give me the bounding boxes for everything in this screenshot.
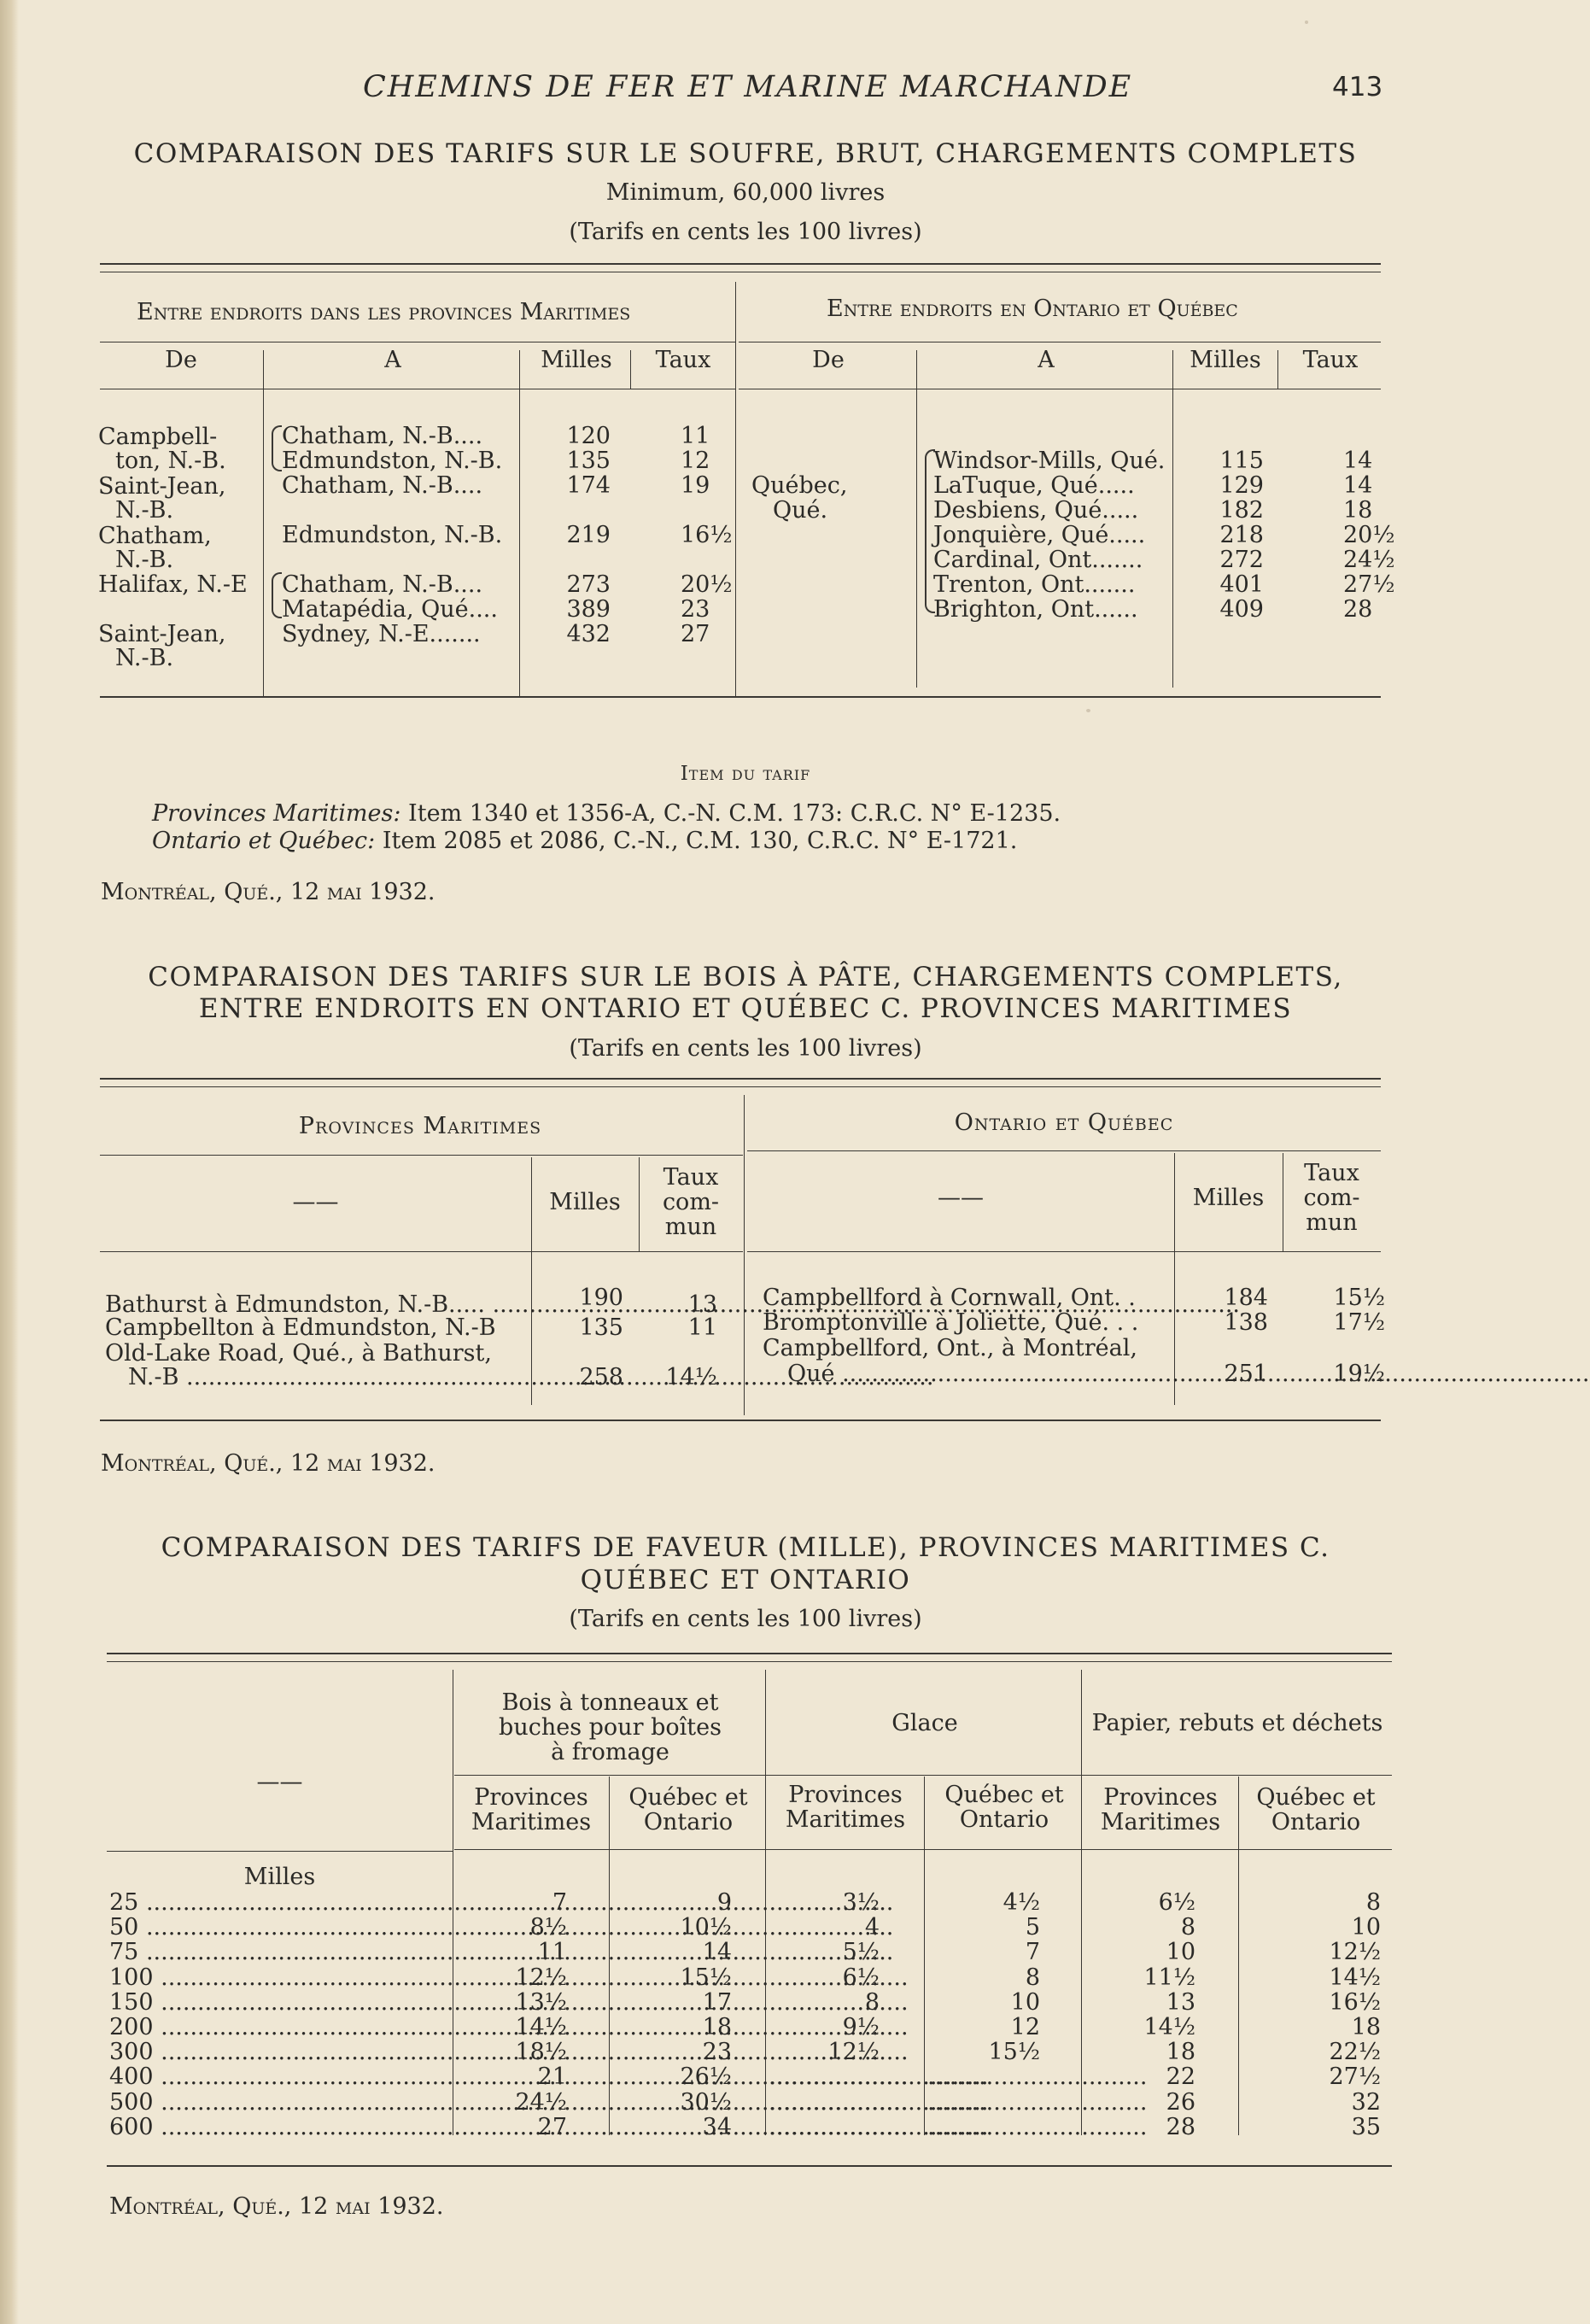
t2-right-route-cont: Qué ..... [787, 1361, 1171, 1386]
t3-rate-value: 15½ [988, 2039, 1040, 2065]
t1-vline-3 [630, 350, 631, 389]
t3-milles-value: 50 ..... [109, 1915, 449, 1940]
t1-right-from: Qué. [773, 497, 828, 524]
table2-bottom-rule [100, 1420, 1381, 1421]
t1-left-milles: 389 [566, 596, 611, 623]
t2-right-dash-header: —— [938, 1185, 984, 1211]
t1-item-line-1-label: Provinces Maritimes: [152, 800, 401, 827]
t3-rate-value: 8½ [529, 1914, 567, 1941]
table1-title: COMPARAISON DES TARIFS SUR LE SOUFRE, BRUT, CHARGEMENTS COMPLETS [133, 138, 1358, 169]
t1-right-taux: 24½ [1343, 547, 1395, 573]
t1-left-dest: Chatham, N.-B.... [282, 423, 483, 449]
t3-rate-value: 7 [1025, 1939, 1040, 1965]
t1-left-taux: 27 [681, 621, 710, 647]
t3-sub-pm: Maritimes [785, 1806, 906, 1833]
t3-milles-value: 100 ..... [109, 1965, 449, 1990]
table1-left-group-header: Entre endroits dans les provinces Maritimes [137, 299, 631, 325]
t1-left-col-taux: Taux [655, 347, 711, 373]
t3-rate-value: 22½ [1329, 2039, 1381, 2065]
t3-milles-value: 75 ..... [109, 1940, 449, 1964]
t3-sub-qo: Québec et [1256, 1784, 1376, 1811]
t1-vline-6 [1277, 350, 1278, 389]
t3-group-paper-header: Papier, rebuts et déchets [1091, 1710, 1383, 1736]
t2-left-col-taux: mun [664, 1214, 717, 1240]
t3-rate-value: 15½ [680, 1964, 732, 1991]
t2-right-milles: 138 [1224, 1309, 1268, 1336]
t2-left-taux: 13 [687, 1291, 717, 1318]
t1-right-dest: Brighton, Ont...... [933, 596, 1138, 623]
t3-rate-value: 16½ [1329, 1989, 1381, 2016]
t1-left-dest: Edmundston, N.-B. [282, 448, 503, 474]
t3-rate-value: 18½ [515, 2039, 567, 2065]
t3-group-wood-header: buches pour boîtes [499, 1714, 722, 1741]
t3-empty-leader: .............................. [769, 2089, 989, 2116]
t1-left-dest: Edmundston, N.-B. [282, 522, 503, 548]
table2-left-group-rule [100, 1155, 743, 1156]
t1-left-taux: 11 [681, 423, 710, 449]
t1-left-milles: 219 [566, 522, 611, 548]
table2-title-line-2: ENTRE ENDROITS EN ONTARIO ET QUÉBEC C. PROVINCES MARITIMES [198, 993, 1293, 1024]
t3-rate-value: 32 [1351, 2089, 1381, 2116]
table2-subtitle: (Tarifs en cents les 100 livres) [569, 1035, 922, 1062]
t3-milles-value: 500 ..... [109, 2090, 449, 2115]
t3-milles-value: 25 ..... [109, 1890, 449, 1915]
table3-bottom-rule [107, 2165, 1392, 2167]
t1-vline-1 [263, 350, 264, 696]
table3-top-rule [107, 1653, 1392, 1654]
t2-right-milles: 251 [1224, 1361, 1268, 1387]
t1-left-taux: 20½ [681, 571, 733, 598]
t1-right-col-a: A [1038, 347, 1055, 373]
t2-left-route: Campbellton à Edmundston, N.-B [105, 1314, 496, 1341]
t1-left-taux: 12 [681, 448, 710, 474]
t1-left-col-de: De [165, 347, 197, 373]
table2-left-group-header: Provinces Maritimes [298, 1113, 542, 1139]
t3-empty-leader: .............................. [927, 2064, 1148, 2090]
t2-signature: Montréal, Qué., 12 mai 1932. [101, 1450, 435, 1477]
t3-sub-qo: Ontario [643, 1809, 734, 1835]
t1-left-from: N.-B. [115, 497, 174, 524]
t2-left-col-taux: Taux [663, 1164, 719, 1191]
t3-rate-value: 11 [537, 1939, 567, 1965]
t3-sub-pm: Maritimes [1100, 1809, 1221, 1835]
t3-rate-value: 3½ [842, 1889, 880, 1916]
t3-sub-qo: Québec et [944, 1782, 1064, 1808]
table3-stub-header-rule [107, 1851, 453, 1852]
t1-right-taux: 20½ [1343, 522, 1395, 548]
t1-left-dest: Chatham, N.-B.... [282, 571, 483, 598]
t2-right-col-taux: com- [1303, 1185, 1360, 1211]
t3-milles-value: 600 ..... [109, 2115, 449, 2140]
t3-milles-value: 150 ..... [109, 1990, 449, 2015]
t3-rate-value: 10 [1166, 1939, 1195, 1965]
t3-milles-label: Milles [243, 1864, 316, 1890]
t2-right-taux: 15½ [1333, 1285, 1385, 1311]
t3-rate-value: 30½ [680, 2089, 732, 2116]
t3-group-wood-header: à fromage [551, 1739, 669, 1765]
t1-item-line-1 [152, 800, 1061, 827]
t3-rate-value: 12½ [827, 2039, 880, 2065]
t3-dash-header: —— [256, 1769, 303, 1795]
t3-milles-value: 200 ..... [109, 2015, 449, 2040]
t3-rate-value: 23 [702, 2039, 732, 2065]
t1-left-col-a: A [384, 347, 401, 373]
t1-right-dest: Jonquière, Qué..... [933, 522, 1146, 548]
t3-rate-value: 13 [1166, 1989, 1195, 2016]
t1-left-from: Campbell- [98, 424, 218, 450]
table2-top-rule [100, 1078, 1381, 1080]
t3-rate-value: 28 [1166, 2114, 1195, 2140]
t2-left-dash-header: —— [292, 1189, 339, 1215]
table2-right-group-header: Ontario et Québec [954, 1109, 1174, 1136]
table2-title-line-1: COMPARAISON DES TARIFS SUR LE BOIS À PÂTE, CHARGEMENTS COMPLETS, [148, 962, 1343, 992]
t2-left-milles: 190 [579, 1285, 623, 1311]
t1-right-col-taux: Taux [1302, 347, 1359, 373]
t3-rate-value: 12½ [1329, 1939, 1381, 1965]
t3-rate-value: 22 [1166, 2064, 1195, 2090]
t3-rate-value: 14½ [1143, 2014, 1195, 2040]
t1-left-from: Saint-Jean, [98, 621, 226, 647]
table1-subtitle-units: (Tarifs en cents les 100 livres) [569, 219, 922, 245]
t1-left-from: Chatham, [98, 523, 212, 549]
t3-rate-value: 8 [1180, 1914, 1195, 1941]
t1-left-from: Saint-Jean, [98, 473, 226, 500]
t3-rate-value: 34 [702, 2114, 732, 2140]
t3-sub-pm: Maritimes [471, 1809, 592, 1835]
t2-left-route: Bathurst à Edmundston, N.-B..... ..... [105, 1292, 528, 1317]
t3-rate-value: 10½ [680, 1914, 732, 1941]
t1-left-milles: 120 [566, 423, 611, 449]
t1-left-taux: 19 [681, 472, 710, 499]
t1-brace [272, 572, 282, 618]
t1-right-taux: 28 [1343, 596, 1373, 623]
t2-right-taux: 19½ [1333, 1361, 1385, 1387]
t3-rate-value: 12½ [515, 1964, 567, 1991]
t1-item-line-1-text: Item 1340 et 1356-A, C.-N. C.M. 173: C.R.C. N° E-1235. [408, 800, 1061, 827]
table1-subtitle-minimum: Minimum, 60,000 livres [605, 179, 886, 206]
t2-left-col-taux: com- [662, 1189, 720, 1215]
t3-group-wood-header: Bois à tonneaux et [501, 1689, 719, 1716]
t1-left-from: Halifax, N.-E [98, 571, 248, 598]
t1-left-milles: 432 [566, 621, 611, 647]
t2-right-milles: 184 [1224, 1285, 1268, 1311]
t1-right-dest: Trenton, Ont....... [933, 571, 1136, 598]
t3-rate-value: 8 [864, 1989, 880, 2016]
print-speck [1086, 709, 1090, 712]
t1-right-taux: 18 [1343, 497, 1373, 524]
t2-right-route: Bromptonville à Joliette, Qué. . . [763, 1309, 1139, 1336]
t3-empty-leader: .............................. [927, 2089, 1148, 2116]
table3-title-line-2: QUÉBEC ET ONTARIO [580, 1565, 911, 1595]
t1-left-milles: 273 [566, 571, 611, 598]
t3-rate-value: 7 [552, 1889, 567, 1916]
t2-left-taux: 11 [687, 1314, 717, 1341]
t1-signature: Montréal, Qué., 12 mai 1932. [101, 879, 435, 905]
t1-right-col-de: De [812, 347, 845, 373]
t1-right-taux: 27½ [1343, 571, 1395, 598]
t2-right-taux: 17½ [1333, 1309, 1385, 1336]
t3-sub-qo: Ontario [1271, 1809, 1361, 1835]
t2-right-col-taux: mun [1306, 1209, 1358, 1236]
t1-right-dest: LaTuque, Qué..... [933, 472, 1135, 499]
t2-right-route: Campbellford à Cornwall, Ont. . [763, 1285, 1136, 1311]
table2-top-rule-2 [100, 1086, 1381, 1087]
t3-rate-value: 24½ [515, 2089, 567, 2116]
table3-header-rule [454, 1849, 1392, 1850]
t1-right-milles: 401 [1219, 571, 1264, 598]
t3-signature: Montréal, Qué., 12 mai 1932. [109, 2193, 444, 2220]
table2-right-header-rule [747, 1251, 1381, 1252]
t1-left-col-milles: Milles [541, 347, 612, 373]
t2-left-route: Old-Lake Road, Qué., à Bathurst, [105, 1340, 492, 1367]
t1-right-from: Québec, [751, 472, 848, 499]
t3-milles-value: 400 ..... [109, 2064, 449, 2089]
t3-rate-value: 14½ [515, 2014, 567, 2040]
t1-vline-4 [916, 350, 917, 688]
t2-left-milles: 258 [579, 1364, 623, 1390]
t3-rate-value: 12 [1010, 2014, 1040, 2040]
t3-milles-value: 300 ..... [109, 2040, 449, 2064]
t1-right-milles: 129 [1219, 472, 1264, 499]
t3-rate-value: 5½ [842, 1939, 880, 1965]
t3-rate-value: 26½ [680, 2064, 732, 2090]
t1-right-taux: 14 [1343, 448, 1373, 474]
t3-rate-value: 11½ [1143, 1964, 1195, 1991]
t1-left-dest: Sydney, N.-E....... [282, 621, 481, 647]
t3-empty-leader: .............................. [927, 2114, 1148, 2140]
t2-left-col-milles: Milles [549, 1189, 621, 1215]
t2-right-col-milles: Milles [1192, 1185, 1265, 1211]
table2-left-header-rule [100, 1251, 743, 1252]
t3-rate-value: 13½ [515, 1989, 567, 2016]
t1-right-col-milles: Milles [1190, 347, 1261, 373]
t3-group-ice-header: Glace [891, 1710, 958, 1736]
t2-right-col-taux: Taux [1304, 1160, 1359, 1186]
t1-right-milles: 218 [1219, 522, 1264, 548]
t3-rate-value: 6½ [842, 1964, 880, 1991]
table1-center-divider [735, 282, 736, 696]
t3-sub-qo: Québec et [628, 1784, 748, 1811]
t1-left-from: N.-B. [115, 645, 174, 671]
t3-rate-value: 8 [1025, 1964, 1040, 1991]
t1-left-from: ton, N.-B. [115, 448, 226, 474]
t2-left-milles: 135 [579, 1314, 623, 1341]
t1-right-dest: Desbiens, Qué..... [933, 497, 1139, 524]
t3-rate-value: 35 [1351, 2114, 1381, 2140]
t3-empty-leader: .............................. [769, 2064, 989, 2090]
t1-right-dest: Windsor-Mills, Qué. [933, 448, 1166, 474]
running-title: CHEMINS DE FER ET MARINE MARCHANDE [363, 70, 1133, 104]
t1-item-line-2 [152, 828, 1017, 854]
t1-item-heading: Item du tarif [680, 763, 811, 785]
t3-rate-value: 27½ [1329, 2064, 1381, 2090]
t3-sub-qo: Ontario [959, 1806, 1049, 1833]
t3-sub-pm: Provinces [1103, 1784, 1218, 1811]
t1-left-dest: Matapédia, Qué.... [282, 596, 498, 623]
t3-rate-value: 14 [702, 1939, 732, 1965]
t2-left-route-cont: N.-B ..... [128, 1365, 528, 1390]
table3-subtitle: (Tarifs en cents les 100 livres) [569, 1606, 922, 1632]
t3-rate-value: 10 [1351, 1914, 1381, 1941]
t3-rate-value: 14½ [1329, 1964, 1381, 1991]
t3-rate-value: 18 [702, 2014, 732, 2040]
t3-rate-value: 4 [864, 1914, 880, 1941]
t3-rate-value: 21 [537, 2064, 567, 2090]
t3-empty-leader: .............................. [769, 2114, 989, 2140]
t1-left-dest: Chatham, N.-B.... [282, 472, 483, 499]
table2-right-group-rule [747, 1150, 1381, 1151]
t1-left-from: N.-B. [115, 547, 174, 573]
t3-rate-value: 5 [1025, 1914, 1040, 1941]
table1-right-group-header: Entre endroits en Ontario et Québec [827, 296, 1238, 322]
t1-right-taux: 14 [1343, 472, 1373, 499]
t3-rate-value: 18 [1351, 2014, 1381, 2040]
table1-top-rule [100, 263, 1381, 265]
t3-sub-pm: Provinces [474, 1784, 588, 1811]
t1-item-line-2-text: Item 2085 et 2086, C.-N., C.M. 130, C.R.C. N° E-1721. [382, 828, 1018, 854]
t1-left-milles: 135 [566, 448, 611, 474]
t3-rate-value: 18 [1166, 2039, 1195, 2065]
t1-left-taux: 16½ [681, 522, 733, 548]
t3-sub-pm: Provinces [788, 1782, 903, 1808]
t3-rate-value: 17 [702, 1989, 732, 2016]
t1-right-milles: 409 [1219, 596, 1264, 623]
t3-rate-value: 10 [1010, 1989, 1040, 2016]
t3-rate-value: 6½ [1158, 1889, 1195, 1916]
t3-rate-value: 8 [1365, 1889, 1381, 1916]
t2-left-taux: 14½ [665, 1364, 717, 1390]
t3-rate-value: 9 [716, 1889, 732, 1916]
t2-right-route: Campbellford, Ont., à Montréal, [763, 1335, 1137, 1361]
page-number: 413 [1332, 72, 1383, 102]
t1-item-line-2-label: Ontario et Québec: [152, 828, 376, 854]
t1-right-milles: 115 [1219, 448, 1264, 474]
t1-brace [272, 425, 282, 471]
t1-vline-2 [519, 350, 520, 696]
t1-left-taux: 23 [681, 596, 710, 623]
t1-vline-5 [1172, 350, 1173, 688]
t3-rate-value: 9½ [842, 2014, 880, 2040]
print-speck [1305, 20, 1308, 24]
table3-group-rule [454, 1775, 1392, 1776]
t3-rate-value: 26 [1166, 2089, 1195, 2116]
t3-vline-5 [1238, 1777, 1239, 2135]
t1-right-milles: 272 [1219, 547, 1264, 573]
book-binding-edge [0, 0, 19, 2324]
t1-left-milles: 174 [566, 472, 611, 499]
t3-rate-value: 4½ [1003, 1889, 1040, 1916]
t1-right-dest: Cardinal, Ont....... [933, 547, 1143, 573]
table3-title-line-1: COMPARAISON DES TARIFS DE FAVEUR (MILLE), PROVINCES MARITIMES C. [161, 1532, 1330, 1563]
t1-right-milles: 182 [1219, 497, 1264, 524]
table3-top-rule-2 [107, 1661, 1392, 1662]
table1-bottom-rule [100, 696, 1381, 698]
t3-rate-value: 27 [537, 2114, 567, 2140]
